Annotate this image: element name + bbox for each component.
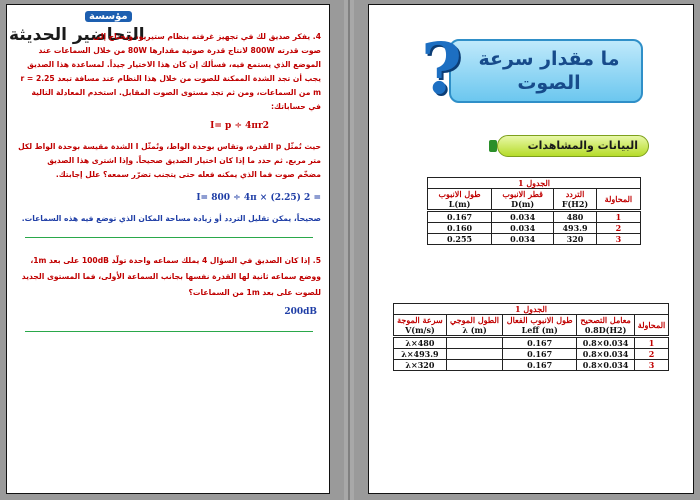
- table1-cell: 320: [554, 234, 597, 245]
- table2-header-correction-unit: 0.8D(H2): [584, 325, 627, 335]
- table-row: [428, 223, 641, 234]
- table-row: [394, 337, 669, 349]
- page-title-line-1: ما مقدار سرعة: [478, 48, 620, 70]
- table2-header-effective-length-label: طول الانبوب الفعال: [506, 315, 573, 325]
- left-page: [6, 4, 330, 494]
- table1-header-diameter-label: قطر الانبوب: [502, 189, 543, 199]
- logo-subtitle: مؤسسة: [85, 11, 132, 22]
- table2-cell: λ×320: [394, 360, 447, 371]
- table1-cell: 480: [554, 211, 597, 223]
- table-row: [428, 234, 641, 245]
- q4-line-2: صوت قدرته 800W لانتاج قدرة صوتية مقدارها 80W من خلال السماعات عند: [38, 46, 321, 55]
- q4-explain-1: حيث تُمثّل p القدرة، وتقاس بوحدة الواط، وتُمثّل I الشدة مقيسة بوحدة الواط لكل: [18, 142, 321, 151]
- q5-line-3: للصوت على بعد 1m من السماعات؟: [188, 288, 321, 297]
- table2-header-speed-label: سرعة الموجة: [397, 315, 443, 325]
- table1-cell: 0.255: [428, 234, 492, 245]
- formula-intensity: I= p ÷ 4πr2: [210, 121, 269, 131]
- table2-cell: 0.167: [503, 337, 577, 349]
- table1-cell: 0.034: [492, 223, 554, 234]
- table1-cell: 0.167: [428, 211, 492, 223]
- table-row: [394, 360, 669, 371]
- table2-cell: 0.167: [503, 360, 577, 371]
- table1-header-frequency: [554, 189, 597, 211]
- divider-1: [25, 237, 313, 238]
- q4-answer: صحيحاً، يمكن تقليل التردد أو زيادة مساحة المكان الذي توضع فيه هذه السماعات.: [21, 214, 321, 223]
- table2-cell: 0.8×0.034: [577, 337, 635, 349]
- table2-header-speed-unit: V(m/s): [405, 325, 435, 335]
- table1-caption: الجدول 1: [428, 178, 641, 189]
- data-table-1: [427, 177, 641, 245]
- table1-cell: 3: [596, 234, 640, 245]
- q4-line-5: m من السماعات، ومن ثم تجد مستوى الصوت المقابل. استخدم المعادلة التالية: [31, 88, 321, 97]
- formula-calculation: I= 800 ÷ 4π × (2.25) 2 =: [196, 193, 321, 203]
- table2-caption: الجدول 1: [394, 304, 669, 315]
- table1-header-diameter: [492, 189, 554, 211]
- table1-header-trial: [596, 189, 640, 211]
- table2-header-correction-label: معامل التصحيح: [580, 315, 631, 325]
- table1-header-length: [428, 189, 492, 211]
- right-page: [368, 4, 694, 494]
- logo-brand: التحاضير الحديثة: [9, 25, 145, 45]
- table2-cell: 0.8×0.034: [577, 360, 635, 371]
- table1-cell: 0.034: [492, 234, 554, 245]
- table1-cell: 1: [596, 211, 640, 223]
- q4-line-4: يجب أن تجد الشدة الممكنة للصوت من خلال هذا النظام عند مسافة تبعد r = 2.25: [20, 74, 321, 83]
- table2-header-wavelength-label: الطول الموجي: [450, 315, 500, 325]
- table2-cell: [446, 349, 502, 360]
- q4-line-3: الموضع الذي يستمع فيه، فسألك إن كان هذا الاختيار جيداً. لمساعدة هذا الصديق: [27, 60, 321, 69]
- table2-cell: λ×480: [394, 337, 447, 349]
- page-title: [461, 47, 637, 95]
- q4-line-6: في حساباتك:: [270, 102, 321, 111]
- table2-header-trial-label: المحاولة: [637, 320, 666, 330]
- table-row: [394, 349, 669, 360]
- table2-cell: 0.8×0.034: [577, 349, 635, 360]
- table2-header-effective-length: [503, 315, 577, 337]
- q4-explain-2: متر مربع. ثم حدد ما إذا كان اختيار الصديق صحيحاً. وإذا اشترى هذا الصديق: [47, 156, 321, 165]
- table2-header-correction: [577, 315, 635, 337]
- table2-header-wavelength: [446, 315, 502, 337]
- q5-line-2: ووضع سماعه ثانية لها القدرة نفسها بجانب السماعة الأولى، فما المستوى الجديد: [21, 272, 321, 281]
- section-title: البيانات والمشاهدات: [527, 139, 638, 152]
- section-header: [497, 135, 649, 157]
- table1-cell: 0.034: [492, 211, 554, 223]
- table2-cell: [446, 360, 502, 371]
- table1-cell: 493.9: [554, 223, 597, 234]
- table1-header-length-label: طول الانبوب: [438, 189, 481, 199]
- table2-header-effective-length-unit: Leff (m): [521, 325, 558, 335]
- gutter-line: [348, 0, 350, 500]
- table2-cell: 2: [635, 349, 669, 360]
- table2-header-speed: [394, 315, 447, 337]
- question-mark-icon: ?: [421, 27, 463, 110]
- section-marker-icon: [489, 140, 497, 152]
- table1-header-frequency-label: التردد: [565, 189, 585, 199]
- table2-cell: 3: [635, 360, 669, 371]
- table2-header-trial: [635, 315, 669, 337]
- page-title-line-2: الصوت: [517, 72, 581, 94]
- q5-answer: 200dB: [284, 307, 317, 317]
- table1-cell: 0.160: [428, 223, 492, 234]
- table1-header-trial-label: المحاولة: [604, 194, 633, 204]
- q4-explain-3: مضخّم صوت فما الذي يمكنه فعله حتى يتجنب تضرّر سمعه؟ علل إجابتك.: [55, 170, 321, 179]
- table2-cell: 0.167: [503, 349, 577, 360]
- table1-header-diameter-unit: D(m): [511, 199, 535, 209]
- q5-line-1: 5. إذا كان الصديق في السؤال 4 يملك سماعه واحدة تولّد 100dB على بعد 1m،: [30, 256, 321, 265]
- table1-header-frequency-unit: F(H2): [561, 199, 589, 209]
- table-row: [428, 211, 641, 223]
- table2-cell: 1: [635, 337, 669, 349]
- table2-cell: [446, 337, 502, 349]
- title-banner: [421, 27, 649, 110]
- table1-header-length-unit: L(m): [448, 199, 471, 209]
- q4-line-1: 4. يفكر صديق لك في تجهيز غرفته بنظام ستيريو، ويحتاج إلى: [92, 32, 321, 41]
- table2-header-wavelength-unit: λ (m): [462, 325, 487, 335]
- table2-cell: λ×493.9: [394, 349, 447, 360]
- divider-2: [25, 331, 313, 332]
- data-table-2: [393, 303, 669, 371]
- table1-cell: 2: [596, 223, 640, 234]
